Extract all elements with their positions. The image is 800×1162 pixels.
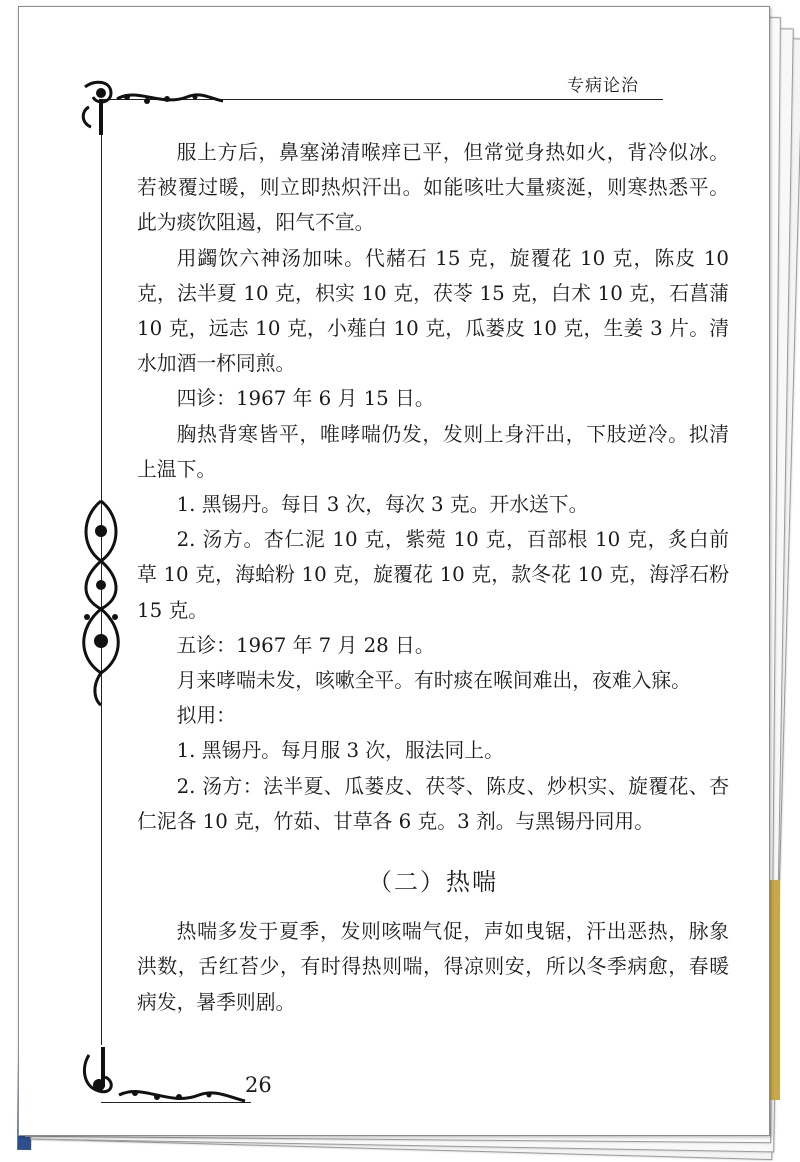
section-heading: （二）热喘 <box>368 868 498 897</box>
paragraph: 用蠲饮六神汤加味。代赭石 15 克，旋覆花 10 克，陈皮 10 克，法半夏 10 克，枳实 10 克，茯苓 15 克，白术 10 克，石菖蒲 10 克，远志 10 克，小薤白 10 克，瓜蒌皮 10 克，生姜 3 片。清水加酒一杯同煎。 <box>137 246 729 376</box>
paragraph: 2. 汤方：法半夏、瓜蒌皮、茯苓、陈皮、炒枳实、旋覆花、杏仁泥各 10 克，竹茹、甘草各 6 克。3 剂。与黑锡丹同用。 <box>137 774 729 833</box>
book-page <box>18 6 770 1136</box>
paragraph: 1. 黑锡丹。每月服 3 次，服法同上。 <box>176 739 504 763</box>
paragraph: 胸热背寒皆平，唯哮喘仍发，发则上身汗出，下肢逆冷。拟清上温下。 <box>137 422 729 481</box>
paragraph: 四诊：1967 年 6 月 15 日。 <box>176 387 435 411</box>
paragraph: 拟用： <box>176 704 236 728</box>
paragraph: 1. 黑锡丹。每日 3 次，每次 3 克。开水送下。 <box>176 493 589 517</box>
page-number: 26 <box>245 1073 272 1097</box>
paragraph: 五诊：1967 年 7 月 28 日。 <box>176 633 435 657</box>
paragraph: 月来哮喘未发，咳嗽全平。有时痰在喉间难出，夜难入寐。 <box>176 669 691 693</box>
running-header: 专病论治 <box>567 76 639 96</box>
paragraph: 服上方后，鼻塞涕清喉痒已平，但常觉身热如火，背冷似冰。若被覆过暖，则立即热炽汗出。如能咳吐大量痰涎，则寒热悉平。此为痰饮阻遏，阳气不宣。 <box>137 141 729 235</box>
paragraph: 热喘多发于夏季，发则咳喘气促，声如曳锯，汗出恶热，脉象洪数，舌红苔少，有时得热则喘，得凉则安，所以冬季病愈，春暖病发，暑季则剧。 <box>137 920 729 1014</box>
side-ornament-middle <box>75 497 131 707</box>
paragraph: 2. 汤方。杏仁泥 10 克，紫菀 10 克，百部根 10 克，炙白前草 10 克，海蛤粉 10 克，旋覆花 10 克，款冬花 10 克，海浮石粉 15 克。 <box>137 528 729 622</box>
body-text <box>137 135 729 1020</box>
corner-ornament-bottom-left <box>79 1047 249 1117</box>
corner-ornament-top-left <box>77 77 227 137</box>
